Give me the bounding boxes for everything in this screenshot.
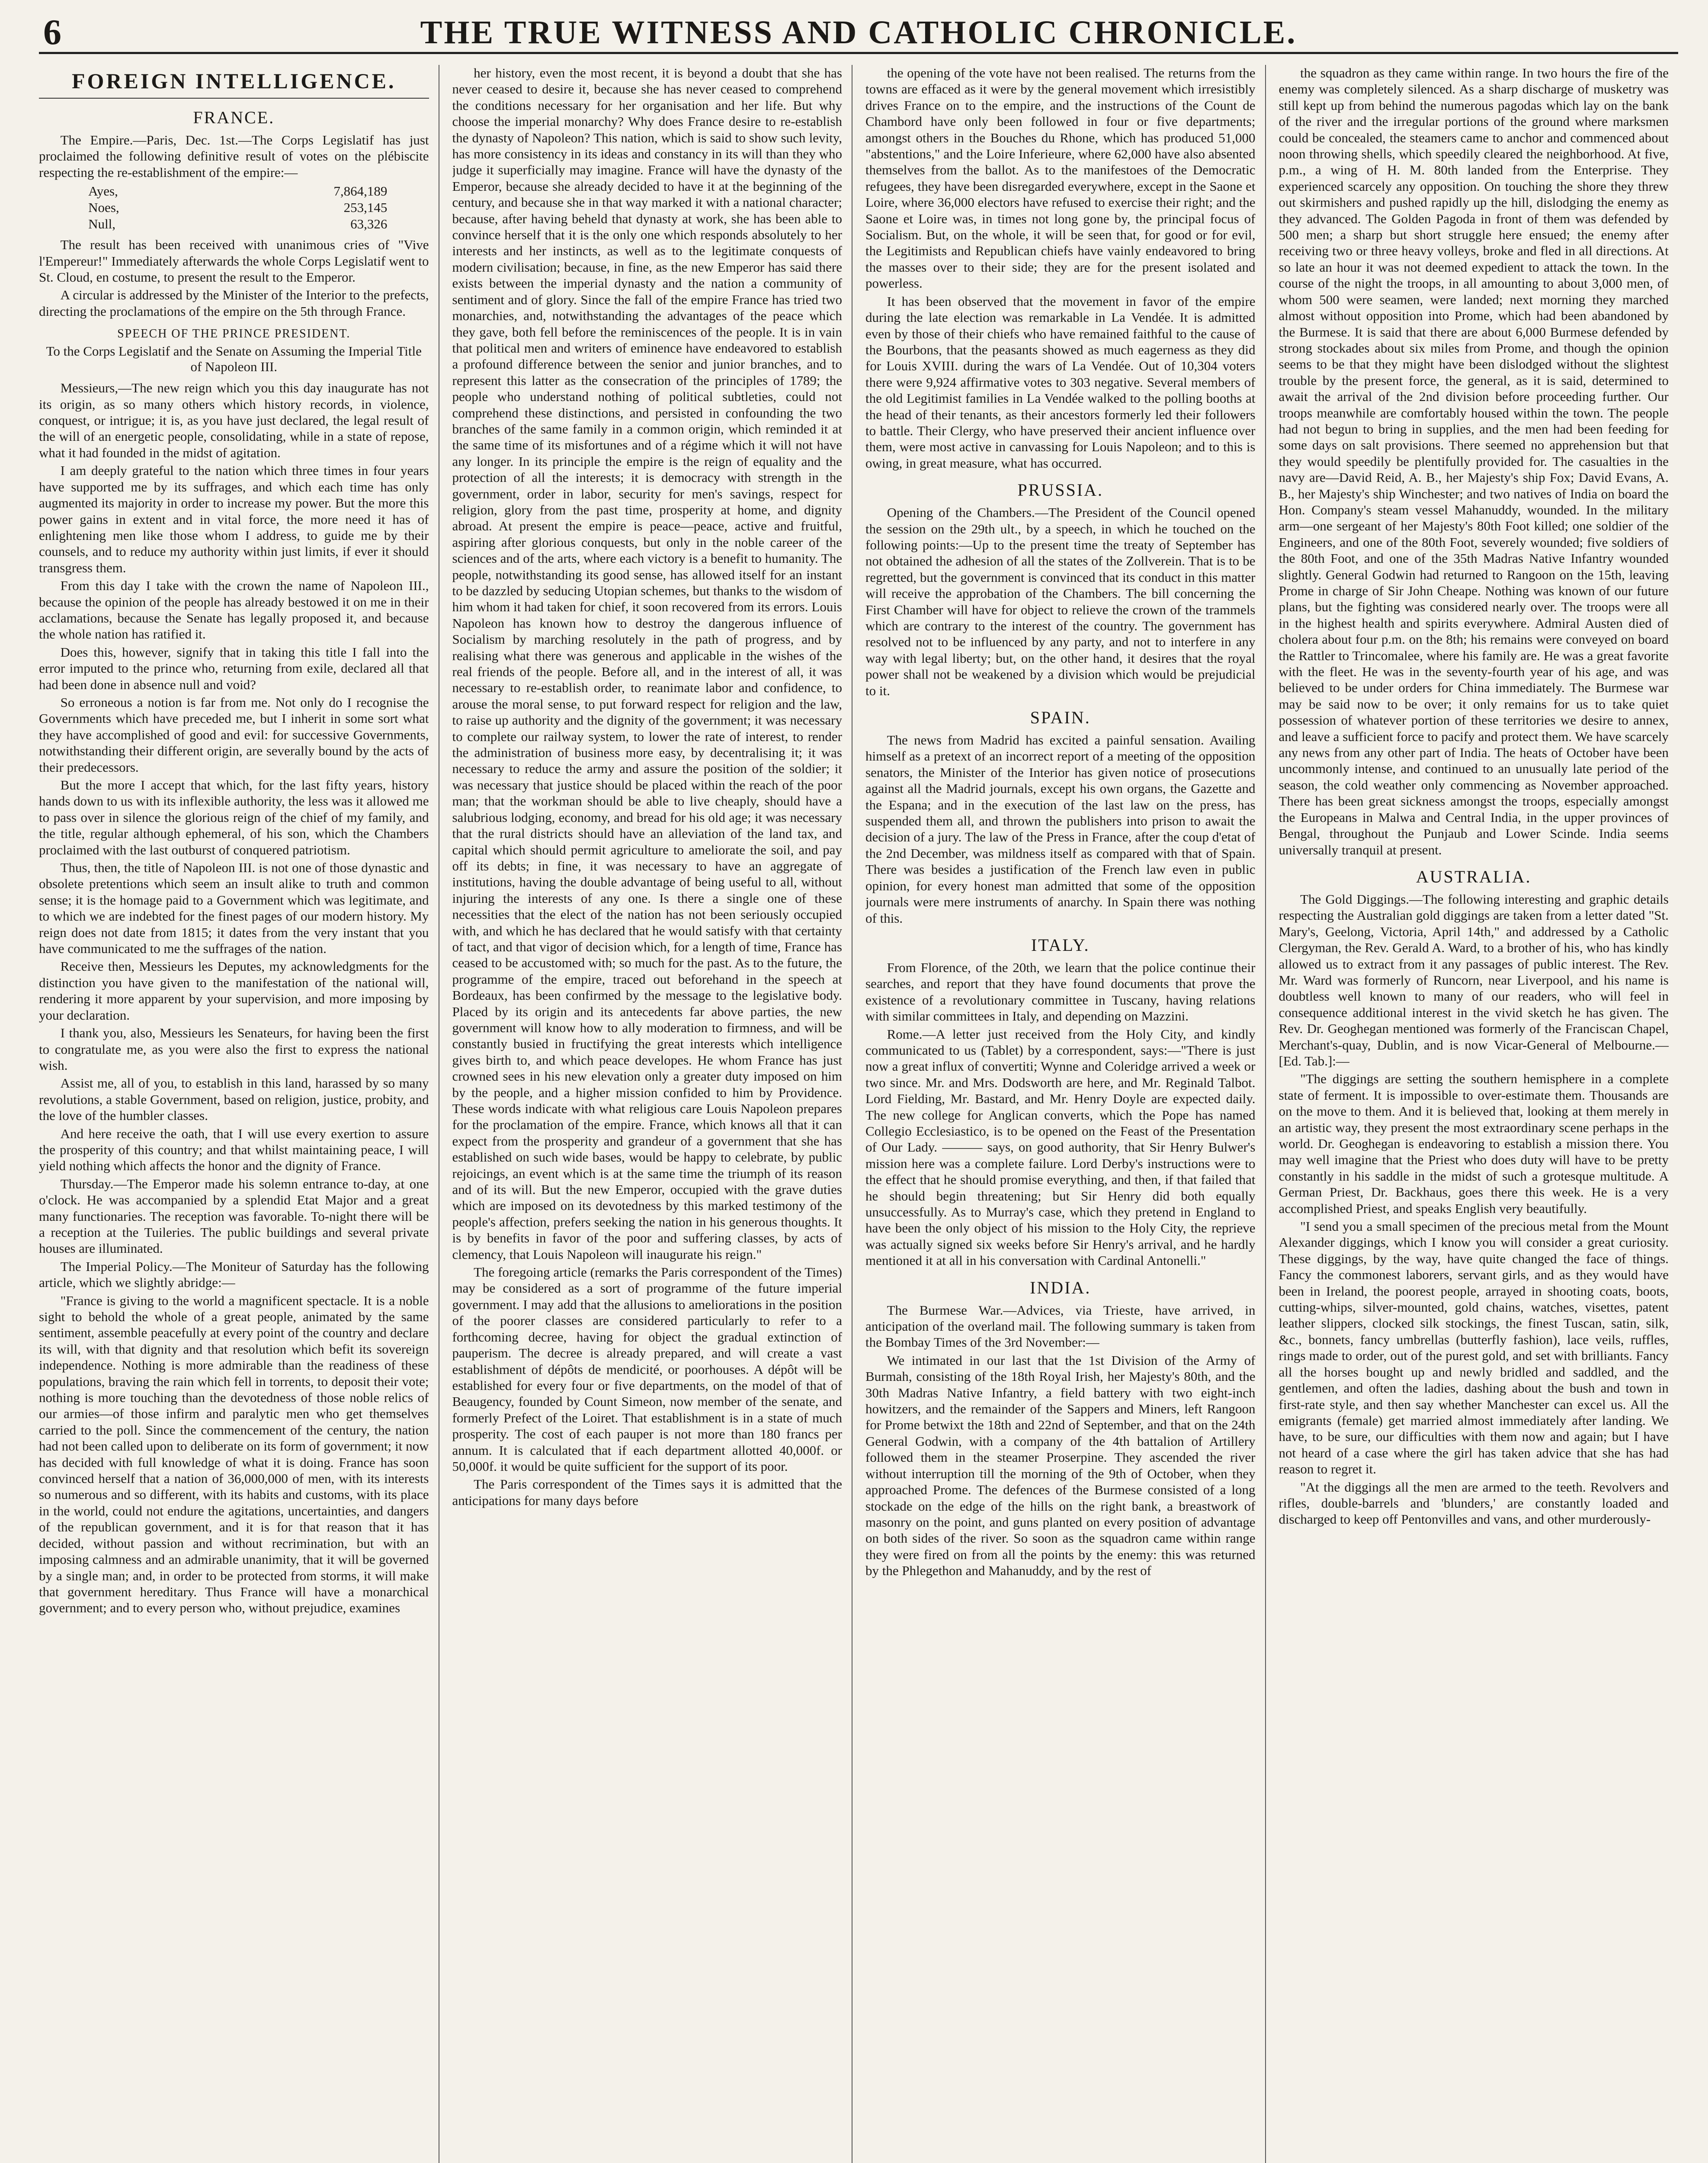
speech-heading: SPEECH OF THE PRINCE PRESIDENT. bbox=[117, 327, 351, 341]
article-paragraph: Opening of the Chambers.—The President of the Council opened the session on the 29th ult., by a speech, in which he touched on the following points:—Up to the present time the treaty of September has not obtained the adhesion of all the states of the Zollverein. That is to be regretted, but the government is convinced that its conduct in this matter will receive the approbation of the Chambers. The bill concerning the First Chamber will have for object to relieve the crown of the trammels which are contrary to the interest of the country. The government has resolved not to be influenced by any party, and not to interfere in any way with legal liberty; but, on the other hand, it desires that the royal power shall not be weakened by a division which would be prejudicial to it. bbox=[865, 505, 1256, 698]
vote-label: Null, bbox=[88, 216, 116, 232]
column-2 bbox=[452, 65, 853, 2163]
page-number: 6 bbox=[43, 12, 61, 52]
vote-table bbox=[86, 183, 390, 232]
article-paragraph: The Empire.—Paris, Dec. 1st.—The Corps Legislatif has just proclaimed the following definitive result of votes on the plébiscite respecting the re-establishment of the empire:— bbox=[39, 132, 429, 180]
article-paragraph: Messieurs,—The new reign which you this day inaugurate has not its origin, as so many others which history records, in violence, conquest, or intrigue; it is, as you have just declared, the legal result of the will of an energetic people, consolidating, while in a state of repose, what it had founded in the midst of agitation. bbox=[39, 380, 429, 460]
article-paragraph: And here receive the oath, that I will use every exertion to assure the prosperity of this country; and that whilst maintaining peace, I will yield nothing which affects the honor and the dignity of France. bbox=[39, 1126, 429, 1174]
article-paragraph: It has been observed that the movement in favor of the empire during the late election was remarkable in La Vendée. It is admitted even by those of their chiefs who have remained faithful to the cause of the Bourbons, that the peasants showed as much eagerness as they did for Louis XVIII. during the wars of La Vendée. Out of 10,304 voters there were 9,924 affirmative votes to 303 negative. Several members of the old Legitimist families in La Vendée walked to the polling booths at the head of their tenants, as their ancestors formerly led their followers to battle. Their Clergy, who have preserved their ancient influence over them, were most active in canvassing for Louis Napoleon; and to this is owing, in great measure, what has occurred. bbox=[865, 293, 1256, 471]
article-paragraph: Thus, then, the title of Napoleon III. is not one of those dynastic and obsolete pretentions which seem an insult alike to truth and common sense; it is the homage paid to a Government which was legitimate, and to which we are indebted for the finest pages of our modern history. My reign does not date from 1815; it dates from the very instant that you have communicated to me the suffrages of the nation. bbox=[39, 860, 429, 956]
vote-row-noes bbox=[86, 199, 390, 216]
article-paragraph: But the more I accept that which, for the last fifty years, history hands down to us with its inflexible authority, the less was it allowed me to pass over in silence the glorious reign of the chief of my family, and the title, regular although ephemeral, of his son, which the Chambers proclaimed with the last outburst of conquered patriotism. bbox=[39, 777, 429, 857]
article-paragraph: We intimated in our last that the 1st Division of the Army of Burmah, consisting of the 18th Royal Irish, her Majesty's 80th, and the 30th Madras Native Infantry, a field battery with two eight-inch howitzers, and the remainder of the Sappers and Miners, left Rangoon for Prome betwixt the 18th and 22nd of September, and that on the 24th General Godwin, with a company of the 4th battalion of Artillery followed them in the steamer Proserpine. They ascended the river without interruption till the morning of the 9th of October, when they approached Prome. The defences of the Burmese consisted of a long stockade on the edge of the hills on the right bank, a breastwork of masonry on the point, and guns planted on every position of advantage on both sides of the river. So soon as the squadron came within range they were fired on from all the points by the enemy: this was returned by the Phlegethon and Mahanuddy, and by the rest of bbox=[865, 1352, 1256, 1579]
article-paragraph: her history, even the most recent, it is beyond a doubt that she has never ceased to desire it, because she has never ceased to comprehend the conditions necessary for her organisation and her life. But why choose the imperial monarchy? Why does France desire to re-establish the dynasty of Napoleon? This nation, which is said to show such levity, has more consistency in its ideas and constancy in its will than they who judge it superficially may imagine. France will have the dynasty of the Emperor, because she already decided to have it at the beginning of the century, and because she in that way marked it with a national character; because, after having beheld that dynasty at work, she has been able to convince herself that it is the only one which responds absolutely to her interests and her instincts, as well as to the legitimate conquests of modern civilisation; because, in fine, as the new Emperor has said there exists between the imperial dynasty and the nation a community of sentiment and of glory. Since the fall of the empire France has tried two monarchies, and, notwithstanding the advantages of the peace which they gave, both fell before the reminiscences of the people. It is in vain that political men and writers of eminence have endeavored to establish a profound difference between the senior and junior branches, and to represent this latter as the consecration of the principles of 1789; the people who understand nothing of political subtleties, could not comprehend these distinctions, and persisted in confounding the two branches of the same family in a common origin, which reminded it at the same time of its misfortunes and of a régime which it will not have any longer. In its principle the empire is the reign of equality and the protection of all the interests; it is democracy with strength in the government, order in labor, security for men's savings, respect for religion, glory from the past time, prosperity at home, and dignity abroad. At present the empire is peace—peace, active and fruitful, aspiring after glorious conquests, but only in the noble career of the sciences and of the arts, where each victory is a benefit to humanity. The people, notwithstanding its good sense, has allowed itself for an instant to be dazzled by seducing Utopian schemes, but thanks to the wisdom of him whom it had taken for chief, it soon recovered from its errors. Louis Napoleon has known how to destroy the dangerous influence of Socialism by marching resolutely in the path of progress, and by realising what there was generous and applicable in the wishes of the real friends of the people. Before all, and in the interest of all, it was necessary to re-establish order, to reanimate labor and confidence, to arouse the moral sense, to put forward respect for religion and the law, to raise up authority and the dignity of the government; it was necessary to complete our railway system, to lower the rate of interest, to render the administration of business more easy, by decentralising it; it was necessary to reduce the army and assure the position of the soldier; it was necessary that justice should be placed within the reach of the poor man; that the workman should be able to live cheaply, should have a salubrious lodging, economy, and bread for his old age; it was necessary that the rural districts should have an alleviation of the land tax, and capital which should permit agriculture to ameliorate the soil, and pay off its debts; in fine, it was necessary to have an aggregate of institutions, having the double advantage of being useful to all, without injuring the interests of any one. Is there a single one of these necessities that the elect of the nation has not been seriously occupied with, and which he has declared that he would satisfy with that certainty of tact, and that vigor of decision which, for a length of time, France has ceased to be accustomed with; so much for the past. As to the future, the programme of the empire, traced out beforehand in the speech at Bordeaux, has been confirmed by the message to the legislative body. Placed by its origin and its antecedents far above parties, the new government will know how to ally moderation to firmness, and will be constantly busied in fructifying the great interests which intelligence gives birth to, and which peace developes. He whom France has just crowned sees in his new elevation only a greater duty imposed on him by the people, and a higher mission confided to him by Providence. These words indicate with what religious care Louis Napoleon prepares for the proclamation of the empire. France, which knows all that it can expect from the prosperity and grandeur of a government that she has established on such wide bases, would be happy to celebrate, by public rejoicings, an event which is at the same time the triumph of its reason and of its will. But the new Emperor, occupied with the grave duties which are imposed on its devotedness by this marked testimony of the people's affection, prefers seeking the nation in his generous thoughts. It is by benefits in favor of the poor and suffering classes, by acts of clemency, that Louis Napoleon will inaugurate his reign." bbox=[452, 65, 842, 1262]
foreign-intelligence-heading: FOREIGN INTELLIGENCE. bbox=[39, 68, 429, 99]
article-paragraph: Rome.—A letter just received from the Holy City, and kindly communicated to us (Tablet) by a correspondent, says:—"There is just now a great influx of convertiti; Wynne and Coleridge arrived a week or two since. Mr. and Mrs. Dodsworth are here, and Mr. Reginald Talbot. Lord Fielding, Mr. Bastard, and Mr. Henry Doyle are expected daily. The new college for Anglican converts, which the Pope has named Collegio Ecclesiastico, is to be opened on the Feast of the Presentation of Our Lady. ——— says, on good authority, that Sir Henry Bulwer's mission here was a complete failure. Lord Derby's instructions were to the effect that he should promise everything, and then, if that failed that he should begin threatening; but Sir Henry did both equally unsuccessfully. As to Murray's case, which they pretend in England to have been the only object of his mission to the Holy City, the reprieve was actually signed six weeks before Sir Henry's arrival, and he hardly mentioned it at all in his conversation with Cardinal Antonelli." bbox=[865, 1026, 1256, 1268]
article-paragraph: The Paris correspondent of the Times says it is admitted that the anticipations for many days before bbox=[452, 1476, 842, 1508]
column-4 bbox=[1279, 65, 1679, 2163]
article-paragraph: The Burmese War.—Advices, via Trieste, have arrived, in anticipation of the overland mail. The following summary is taken from the Bombay Times of the 3rd November:— bbox=[865, 1302, 1256, 1350]
vote-label: Noes, bbox=[88, 200, 119, 215]
vote-value: 7,864,189 bbox=[333, 183, 388, 199]
article-paragraph: "At the diggings all the men are armed to the teeth. Revolvers and rifles, double-barrels and 'blunders,' are constantly loaded and discharged to keep off Pentonvilles and vans, and other murderously- bbox=[1279, 1479, 1669, 1527]
newspaper-title: THE TRUE WITNESS AND CATHOLIC CHRONICLE. bbox=[420, 14, 1297, 51]
article-paragraph: the opening of the vote have not been realised. The returns from the towns are effaced as it were by the general movement which irresistibly drives France on to the empire, and the instructions of the Count de Chambord have only been followed in four or five departments; amongst others in the Bouches du Rhone, which has produced 51,000 "abstentions," and the Loire Inferieure, where 62,000 have also absented themselves from the ballot. As to the manifestoes of the Democratic refugees, they have been disregarded everywhere, except in the Saone et Loire, where 36,000 electors have refused to exercise their right; and the Saone et Loire was, in times not long gone by, the principal focus of Socialism. But, on the whole, it will be seen that, for good or for evil, the Legitimists and Republican chiefs have vainly endeavored to bring the masses over to their side; they are for the present isolated and powerless. bbox=[865, 65, 1256, 291]
article-paragraph: "I send you a small specimen of the precious metal from the Mount Alexander diggings, which I know you will consider a great curiosity. These diggings, by the way, have quite changed the face of things. Fancy the commonest laborers, servant girls, and as they would have been in Ireland, the poorest people, arrayed in shooting coats, boots, cutting-whips, silver-mounted, gold chains, watches, visettes, patent leather slippers, clocked silk stockings, the finest Tuscan, satin, silk, &c., bonnets, fancy umbrellas (butterfly fashion), lace veils, ruffles, rings made to order, out of the purest gold, and set with brilliants. Fancy all the horses bought up and newly bridled and saddled, and the gentlemen, and often the ladies, dashing about the bush and town in first-rate style, and then say whether Manchester can excel us. All the emigrants (female) get married almost immediately after landing. We have, to be sure, our difficulties with them now and again; but I have not heard of a case where the girl has taken advice that she has had reason to regret it. bbox=[1279, 1219, 1669, 1477]
vote-row-null bbox=[86, 216, 390, 232]
spain-heading: SPAIN. bbox=[1030, 708, 1091, 728]
italy-heading: ITALY. bbox=[1031, 935, 1090, 955]
article-paragraph: Does this, however, signify that in taking this title I fall into the error imputed to the prince who, returning from exile, declared all that had been done in absence null and void? bbox=[39, 644, 429, 692]
article-paragraph: The news from Madrid has excited a painful sensation. Availing himself as a pretext of an incorrect report of a meeting of the opposition senators, the Minister of the Interior has given notice of prosecutions against all the Madrid journals, except his own organs, the Gazette and the Espana; and in the execution of the last law on the press, has suspended them all, and thrown the publishers into prison to await the decision of a jury. The law of the Press in France, after the coup d'etat of the 2nd December, was mildness itself as compared with that of Spain. There was besides a justification of the French law even in public opinion, for every honest man admitted that some of the opposition journals were mere instruments of anarchy. In Spain there was nothing of this. bbox=[865, 732, 1256, 926]
article-paragraph: The Gold Diggings.—The following interesting and graphic details respecting the Australian gold diggings are taken from a letter dated "St. Mary's, Geelong, Victoria, April 14th," and addressed by a Catholic Clergyman, the Rev. Gerald A. Ward, to a brother of his, who has kindly allowed us to extract from it any passages of public interest. The Rev. Mr. Ward was formerly of Runcorn, near Liverpool, and his name is doubtless well known to many of our readers, who will feel in consequence additional interest in the vivid sketch he has given. The Rev. Dr. Geoghegan mentioned was formerly of the Franciscan Chapel, Merchant's-quay, Dublin, and is now Vicar-General of Melbourne.—[Ed. Tab.]:— bbox=[1279, 891, 1669, 1069]
masthead bbox=[39, 13, 1678, 54]
speech-subheading: To the Corps Legislatif and the Senate on Assuming the Imperial Title of Napoleon III. bbox=[46, 343, 422, 375]
prussia-heading: PRUSSIA. bbox=[1017, 480, 1103, 500]
india-heading: INDIA. bbox=[1030, 1277, 1091, 1297]
france-heading: FRANCE. bbox=[193, 108, 275, 127]
article-paragraph: Receive then, Messieurs les Deputes, my acknowledgments for the distinction you have given to the manifestation of the national will, rendering it more apparent by your supervision, and more imposing by your declaration. bbox=[39, 959, 429, 1023]
vote-label: Ayes, bbox=[88, 183, 118, 199]
article-paragraph: The foregoing article (remarks the Paris correspondent of the Times) may be considered as a sort of programme of the future imperial government. I may add that the allusions to ameliorations in the position of the poorer classes are considered particularly to refer to a forthcoming decree, having for object the gradual extinction of pauperism. The decree is already prepared, and will create a vast establishment of dépôts de mendicité, or poorhouses. A dépôt will be established for every four or five departments, on the model of that of Beaugency, founded by Count Simeon, now member of the senate, and formerly Prefect of the Loiret. That establishment is in a state of much prosperity. The cost of each pauper is not more than 180 francs per annum. It is calculated that if each department allotted 40,000f. or 50,000f. it would be quite sufficient for the support of its poor. bbox=[452, 1264, 842, 1474]
article-paragraph: the squadron as they came within range. In two hours the fire of the enemy was completely silenced. As a sharp discharge of musketry was still kept up from behind the numerous pagodas which lay on the bank of the river and the irregular portions of the ground where marksmen could be concealed, the steamers came to anchor and commenced about noon throwing shells, which speedily cleared the neighborhood. At five, p.m., a wing of H. M. 80th landed from the Enterprise. They experienced scarcely any opposition. On touching the shore they threw out skirmishers and pushed rapidly up the hill, dislodging the enemy as they advanced. The Golden Pagoda in front of them was defended by 500 men; a sharp but short struggle here ensued; the enemy after receiving two or three heavy volleys, broke and fled in all directions. At so late an hour it was not deemed expedient to attack the town. In the course of the night the troops, in all amounting to about 3,000 men, of whom 500 were seamen, were landed; next morning they marched almost without opposition into Prome, which had been abandoned by the Burmese. It is said that there are about 6,000 Burmese defended by strong stockades about six miles from Prome, and though the opinion seems to be that they might have been dislodged without the slightest trouble by the present force, the general, as it is said, determined to await the arrival of the 2nd division before proceeding further. Our troops meanwhile are comfortably housed within the town. The people had not begun to bring in supplies, and the men had been feeding for some days on salt provisions. There seemed no apprehension but that they would speedily be plentifully provided for. The casualties in the navy are—David Reid, A. B., her Majesty's ship Fox; David Evans, A. B., her Majesty's ship Winchester; and two natives of India on board the Hon. Company's steam vessel Mahanuddy, wounded. In the military arm—one sergeant of her Majesty's 80th Foot killed; one soldier of the Engineers, and one of the 80th Foot, severely wounded; five soldiers of the 80th Foot, and one of the 35th Madras Native Infantry wounded slightly. General Godwin had returned to Rangoon on the 15th, leaving Prome in charge of Sir John Cheape. Nothing was known of our future plans, but the fighting was considered nearly over. The troops were all in the highest health and spirits everywhere. Admiral Austen died of cholera about four p.m. on the 8th; his remains were conveyed on board the Rattler to Trincomalee, where his family are. He was a great favorite with the fleet. He was in the seventy-fourth year of his age, and was believed to be under orders for China immediately. The Burmese war may be said now to be over; it only remains for us to take quiet possession of whatever portion of these territories we desire to annex, and leave a sufficient force to pacify and protect them. We have scarcely any news from any other part of India. The heats of October have been uncommonly intense, and continued to an unusually late period of the season, the cold weather only commencing as November approached. There has been great sickness amongst the troops, especially amongst the Europeans in Malwa and Central India, in the upper provinces of Bengal, throughout the Punjaub and Lower Scinde. India seems universally tranquil at present. bbox=[1279, 65, 1669, 857]
australia-heading: AUSTRALIA. bbox=[1416, 866, 1532, 886]
article-paragraph: I am deeply grateful to the nation which three times in four years have supported me by its suffrages, and which each time has only augmented its majority in order to increase my power. But the more this power gains in extent and in vital force, the more need it has of enlightening men like those whom I address, to guide me by their counsels, and to reduce my authority within just limits, if ever it should transgress them. bbox=[39, 463, 429, 575]
vote-row-ayes bbox=[86, 183, 390, 199]
page-columns bbox=[39, 65, 1678, 2163]
vote-value: 63,326 bbox=[350, 216, 388, 232]
article-paragraph: The Imperial Policy.—The Moniteur of Saturday has the following article, which we slightly abridge:— bbox=[39, 1258, 429, 1290]
column-1 bbox=[39, 65, 439, 2163]
article-paragraph: I thank you, also, Messieurs les Senateurs, for having been the first to congratulate me, as you were also the first to express the national wish. bbox=[39, 1025, 429, 1073]
vote-value: 253,145 bbox=[343, 200, 388, 215]
article-paragraph: "France is giving to the world a magnificent spectacle. It is a noble sight to behold the whole of a great people, animated by the same sentiment, assemble peacefully at every point of the country and declare its will, with that dignity and that resolution which befit its sovereign independence. Nothing is more admirable than the readiness of these populations, braving the rain which fell in torrents, to deposit their vote; nothing is more touching than the devotedness of those noble relics of our armies—of those infirm and paralytic men who get themselves carried to the poll. Since the commencement of the century, the nation had not been called upon to deliberate on its form of government; it now has decided with full knowledge of what it is doing. France has soon convinced herself that a nation of 36,000,000 of men, with its interests so numerous and so different, with its habits and customs, with its place in the world, could not endure the agitations, uncertainties, and dangers of the republican government, and it is for that reason that it has decided, without passion and without recrimination, but with an imposing calmness and an admirable unanimity, that it will be governed by a single man; and, in order to be protected from storms, it will make that government hereditary. Thus France will have a monarchical government; and to every person who, without prejudice, examines bbox=[39, 1293, 429, 1616]
article-paragraph: The result has been received with unanimous cries of "Vive l'Empereur!" Immediately afterwards the whole Corps Legislatif went to St. Cloud, en costume, to present the result to the Emperor. bbox=[39, 237, 429, 285]
article-paragraph: So erroneous a notion is far from me. Not only do I recognise the Governments which have preceded me, but I inherit in some sort what they have accomplished of good and evil: for successive Governments, notwithstanding their different origin, are severally bound by the acts of their predecessors. bbox=[39, 694, 429, 775]
article-paragraph: "The diggings are setting the southern hemisphere in a complete state of ferment. It is impossible to over-estimate them. Thousands are on the move to them. And it is believed that, looking at them merely in an artistic way, they present the most extraordinary scene perhaps in the world. Dr. Geoghegan is endeavoring to establish a mission there. You may well imagine that the Priest who does duty will have to be pretty constantly in his saddle in the midst of such a grotesque multitude. A German Priest, Dr. Backhaus, goes there this week. He is a very accomplished Priest, and speaks English very beautifully. bbox=[1279, 1071, 1669, 1216]
article-paragraph: A circular is addressed by the Minister of the Interior to the prefects, directing the proclamations of the empire on the 5th through France. bbox=[39, 287, 429, 319]
article-paragraph: Thursday.—The Emperor made his solemn entrance to-day, at one o'clock. He was accompanied by a splendid Etat Major and a great many functionaries. The reception was favorable. To-night there will be a reception at the Tuileries. The public buildings and several private houses are illuminated. bbox=[39, 1176, 429, 1256]
column-3 bbox=[865, 65, 1266, 2163]
article-paragraph: From Florence, of the 20th, we learn that the police continue their searches, and report that they have found documents that prove the existence of a revolutionary committee in Tuscany, having relations with similar committees in Italy, and depending on Mazzini. bbox=[865, 960, 1256, 1024]
article-paragraph: From this day I take with the crown the name of Napoleon III., because the opinion of the people has already bestowed it on me in their acclamations, because the Senate has legally proposed it, and because the whole nation has ratified it. bbox=[39, 578, 429, 642]
article-paragraph: Assist me, all of you, to establish in this land, harassed by so many revolutions, a stable Government, based on religion, justice, probity, and the love of the humbler classes. bbox=[39, 1075, 429, 1123]
